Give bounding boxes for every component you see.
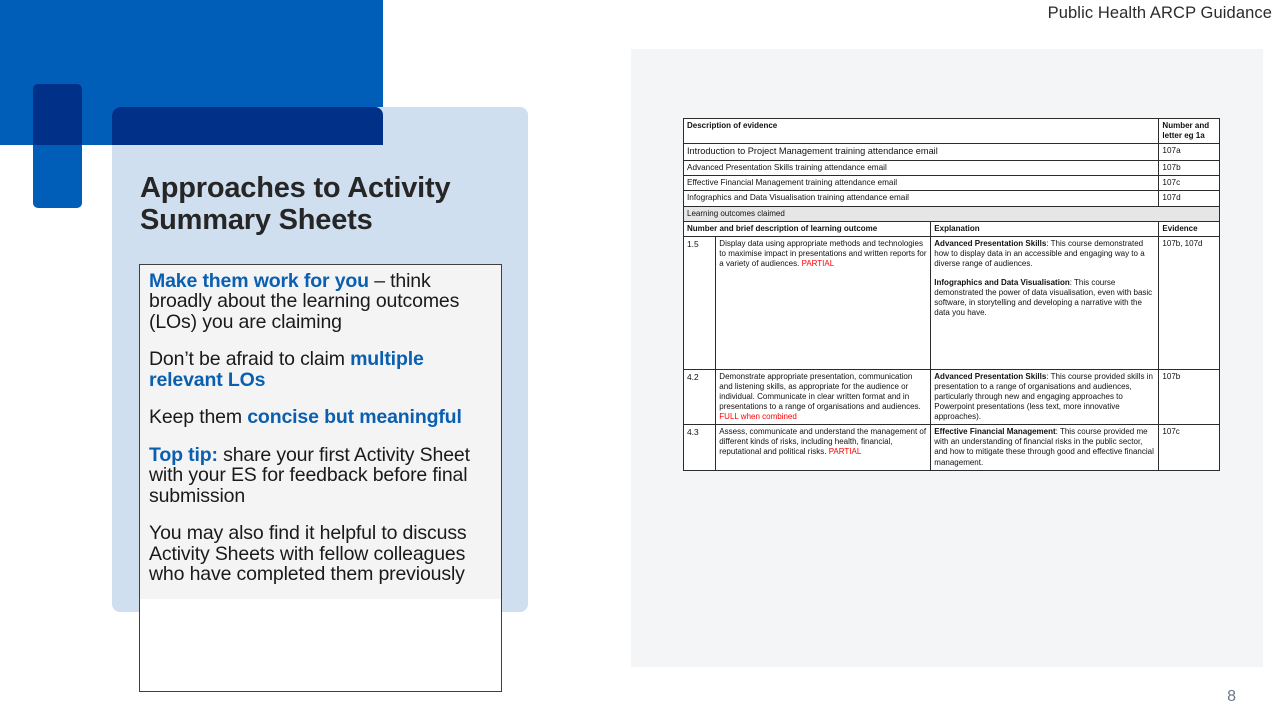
- explanation-course-name: Effective Financial Management: [934, 427, 1056, 437]
- activity-summary-sheet-table: [683, 118, 1220, 471]
- lo-evidence: 107c: [1159, 425, 1220, 470]
- bullet-discuss-with-colleagues: [149, 523, 492, 584]
- lo-status-tag: PARTIAL: [801, 259, 835, 269]
- lo-number: 1.5: [684, 236, 716, 369]
- table-row: [684, 369, 1220, 424]
- lo-number: 4.3: [684, 425, 716, 470]
- section-label-learning-outcomes: Learning outcomes claimed: [684, 206, 1220, 221]
- lo-evidence: 107b, 107d: [1159, 236, 1220, 369]
- evidence-description: Advanced Presentation Skills training attendance email: [684, 160, 1159, 175]
- lo-evidence: 107b: [1159, 369, 1220, 424]
- lo-description-text: Assess, communicate and understand the management of different kinds of risks, including health, financial, reputational and political risks.: [719, 427, 927, 457]
- bullet-lead-text: concise but meaningful: [247, 406, 462, 429]
- table-row: [684, 425, 1220, 470]
- evidence-description: Infographics and Data Visualisation training attendance email: [684, 191, 1159, 206]
- evidence-ref: 107b: [1159, 160, 1220, 175]
- explanation-course-name: Advanced Presentation Skills: [934, 371, 1047, 381]
- explanation-body: : This course provided skills in presentation to a range of organisations and audiences, particularly through new and engaging approaches to Powerpoint presentations (less text, more innovative approaches).: [934, 371, 1153, 422]
- lo-number: 4.2: [684, 369, 716, 424]
- page-title: Approaches to Activity Summary Sheets: [140, 172, 451, 237]
- header-description-of-evidence: Description of evidence: [684, 119, 1159, 144]
- lo-status-tag: PARTIAL: [828, 447, 862, 457]
- lo-description-text: Demonstrate appropriate presentation, communication and listening skills, as appropriate for the audience or individual. Communicate in clear written format and in presentations to a range of organisations and audiences.: [719, 371, 921, 412]
- explanation-body: : This course demonstrated the power of data visualisation, even with basic software, in storytelling and developing a narrative with the data you have.: [934, 278, 1153, 318]
- body-text-box: [139, 264, 502, 692]
- bullet-multiple-los: [149, 349, 492, 390]
- lo-explanation: [931, 425, 1159, 470]
- header-number-and-description: Number and brief description of learning outcome: [684, 221, 931, 236]
- bullet-rest-text: You may also find it helpful to discuss Activity Sheets with fellow colleagues who have completed them previously: [149, 522, 467, 586]
- header-explanation: Explanation: [931, 221, 1159, 236]
- bullet-pre-text: Keep them: [149, 406, 248, 429]
- table-section-band: [684, 206, 1220, 221]
- bullet-concise-but-meaningful: [149, 407, 492, 427]
- explanation-block: [934, 372, 1155, 422]
- table-row: [684, 144, 1220, 161]
- lo-description: [716, 369, 931, 424]
- document-header-title: Public Health ARCP Guidance: [1047, 4, 1272, 22]
- lo-description: [716, 236, 931, 369]
- header-number-and-letter: Number and letter eg 1a: [1159, 119, 1220, 144]
- table-row: [684, 176, 1220, 191]
- explanation-course-name: Infographics and Data Visualisation: [934, 278, 1070, 288]
- table-row: [684, 191, 1220, 206]
- header-evidence: Evidence: [1159, 221, 1220, 236]
- evidence-description: Effective Financial Management training attendance email: [684, 176, 1159, 191]
- decorative-navy-square: [33, 84, 82, 146]
- bullet-top-tip: [149, 445, 492, 506]
- table-row: [684, 236, 1220, 369]
- explanation-body: : This course demonstrated how to display data in an accessible and engaging way to a diverse range of audiences.: [934, 238, 1145, 269]
- evidence-ref: 107d: [1159, 191, 1220, 206]
- explanation-spacer: [934, 269, 1155, 278]
- bullet-make-them-work: [149, 271, 492, 332]
- bullet-pre-text: Don’t be afraid to claim: [149, 348, 351, 371]
- explanation-body: : This course provided me with an understanding of financial risks in the public sector, and how to mitigate these through good and effective financial management.: [934, 427, 1154, 467]
- bullet-lead-text: multiple relevant LOs: [149, 348, 424, 391]
- table-header-row-learning-outcomes: [684, 221, 1220, 236]
- evidence-description: Introduction to Project Management training attendance email: [684, 144, 1159, 161]
- page-number: 8: [1227, 688, 1236, 705]
- explanation-course-name: Advanced Presentation Skills: [934, 238, 1047, 248]
- explanation-block: [934, 427, 1155, 467]
- evidence-ref: 107c: [1159, 176, 1220, 191]
- explanation-block: [934, 239, 1155, 269]
- lo-explanation: [931, 369, 1159, 424]
- lo-description: [716, 425, 931, 470]
- evidence-ref: 107a: [1159, 144, 1220, 161]
- lo-description-text: Display data using appropriate methods and technologies to maximise impact in presentations and written reports for a variety of audiences.: [719, 238, 927, 269]
- body-text-box-fill: [140, 265, 501, 599]
- bullet-lead-text: Make them work for you: [149, 270, 369, 292]
- bullet-lead-text: Top tip:: [149, 443, 218, 466]
- decorative-navy-bar: [112, 107, 383, 145]
- decorative-blue-square: [33, 145, 82, 208]
- lo-explanation: [931, 236, 1159, 369]
- table-row: [684, 160, 1220, 175]
- explanation-block: [934, 278, 1155, 318]
- table-header-row-evidence: [684, 119, 1220, 144]
- bullet-rest-text: share your first Activity Sheet with your ES for feedback before final submission: [149, 443, 470, 507]
- bullet-rest-text: – think broadly about the learning outcomes (LOs) you are claiming: [149, 270, 460, 333]
- lo-status-tag: FULL when combined: [719, 412, 797, 422]
